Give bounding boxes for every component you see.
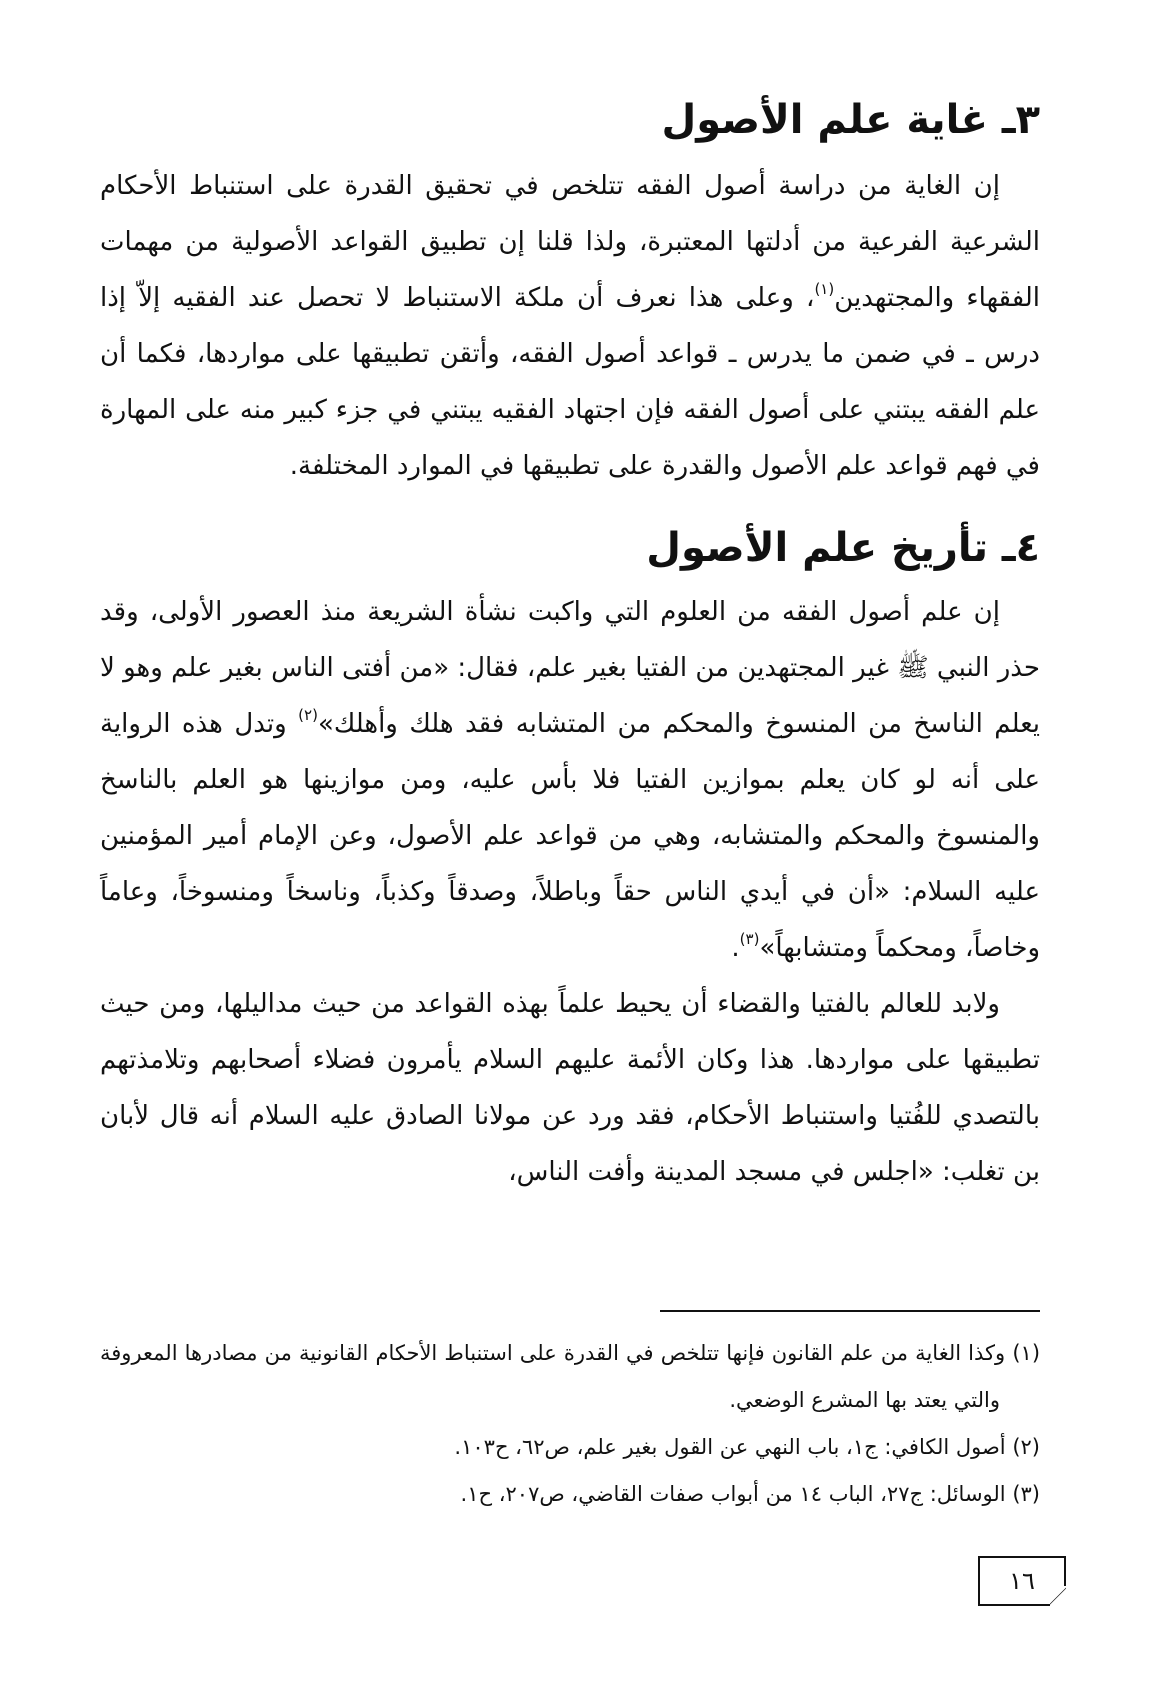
footnote-1-text: وكذا الغاية من علم القانون فإنها تتلخص في القدرة على استنباط الأحكام القانونية من مصادرها المعروفة والتي يعتد بها المشرع الوضعي.	[100, 1341, 1006, 1412]
section-3-heading: ٣ـ غاية علم الأصول	[661, 97, 1040, 143]
section-4-text-a: إن علم أصول الفقه من العلوم التي واكبت نشأة الشريعة منذ العصور الأولى، وقد حذر النبي ﷺ غير المجتهدين من الفتيا بغير علم، فقال: «من أفتى الناس بغير علم وهو لا يعلم الناسخ من المنسوخ والمحكم من المتشابه فقد هلك وأهلك»	[100, 597, 1040, 739]
footnote-2-number: (٢)	[1012, 1435, 1040, 1459]
footnote-2	[100, 1424, 1040, 1471]
footnote-3-text: الوسائل: ج٢٧، الباب ١٤ من أبواب صفات القاضي، ص٢٠٧، ح١.	[460, 1482, 1006, 1506]
section-4-text-b: وتدل هذه الرواية على أنه لو كان يعلم بموازين الفتيا فلا بأس عليه، ومن موازينها هو العلم بالناسخ والمنسوخ والمحكم والمتشابه، وهي من قواعد علم الأصول، وعن الإمام أمير المؤمنين عليه السلام: «أن في أيدي الناس حقاً وباطلاً، وصدقاً وكذباً، وناسخاً ومنسوخاً، وعاماً وخاصاً، ومحكماً ومتشابهاً»	[100, 709, 1040, 963]
section-4-heading: ٤ـ تأريخ علم الأصول	[646, 525, 1040, 571]
footnote-3	[100, 1471, 1040, 1518]
footnote-ref-3[interactable]: (٣)	[739, 930, 760, 948]
section-3-text-b: ، وعلى هذا نعرف أن ملكة الاستنباط لا تحصل عند الفقيه إلاّ إذا درس ـ في ضمن ما يدرس ـ قواعد أصول الفقه، وأتقن تطبيقها على مواردها، فكما أن علم الفقه يبتني على أصول الفقه فإن اجتهاد الفقيه يبتني في جزء كبير منه على المهارة في فهم قواعد علم الأصول والقدرة على تطبيقها في الموارد المختلفة.	[100, 283, 1040, 481]
footnote-1	[100, 1330, 1040, 1424]
section-4-paragraph-2: ولابد للعالم بالفتيا والقضاء أن يحيط علماً بهذه القواعد من حيث مداليلها، ومن حيث تطبيقها على مواردها. هذا وكان الأئمة عليهم السلام يأمرون فضلاء أصحابهم وتلامذتهم بالتصدي للفُتيا واستنباط الأحكام، فقد ورد عن مولانا الصادق عليه السلام أنه قال لأبان بن تغلب: «اجلس في مسجد المدينة وأفت الناس،	[100, 989, 1040, 1187]
footnote-3-number: (٣)	[1012, 1482, 1040, 1506]
section-3-body	[100, 158, 1040, 494]
footnote-ref-2[interactable]: (٢)	[298, 706, 318, 724]
page-number-text: ١٦	[1009, 1567, 1035, 1595]
footnote-separator	[660, 1310, 1040, 1312]
section-4-body	[100, 584, 1040, 1200]
footnote-ref-1[interactable]: (١)	[814, 280, 835, 298]
footnote-2-text: أصول الكافي: ج١، باب النهي عن القول بغير علم، ص٦٢، ح١٠٣.	[454, 1435, 1006, 1459]
section-3-block	[100, 90, 1040, 150]
footnote-1-number: (١)	[1012, 1341, 1041, 1365]
footnotes	[100, 1330, 1040, 1518]
section-4-paragraph-1	[100, 584, 1040, 976]
section-4-block	[100, 518, 1040, 578]
page-curl-decoration	[1050, 1586, 1066, 1606]
section-3-paragraph	[100, 158, 1040, 494]
section-3-text-a: إن الغاية من دراسة أصول الفقه تتلخص في تحقيق القدرة على استنباط الأحكام الشرعية الفرعية من أدلتها المعتبرة، ولذا قلنا إن تطبيق القواعد الأصولية من مهمات الفقهاء والمجتهدين	[100, 171, 1041, 313]
section-4-text-c: .	[731, 933, 740, 963]
